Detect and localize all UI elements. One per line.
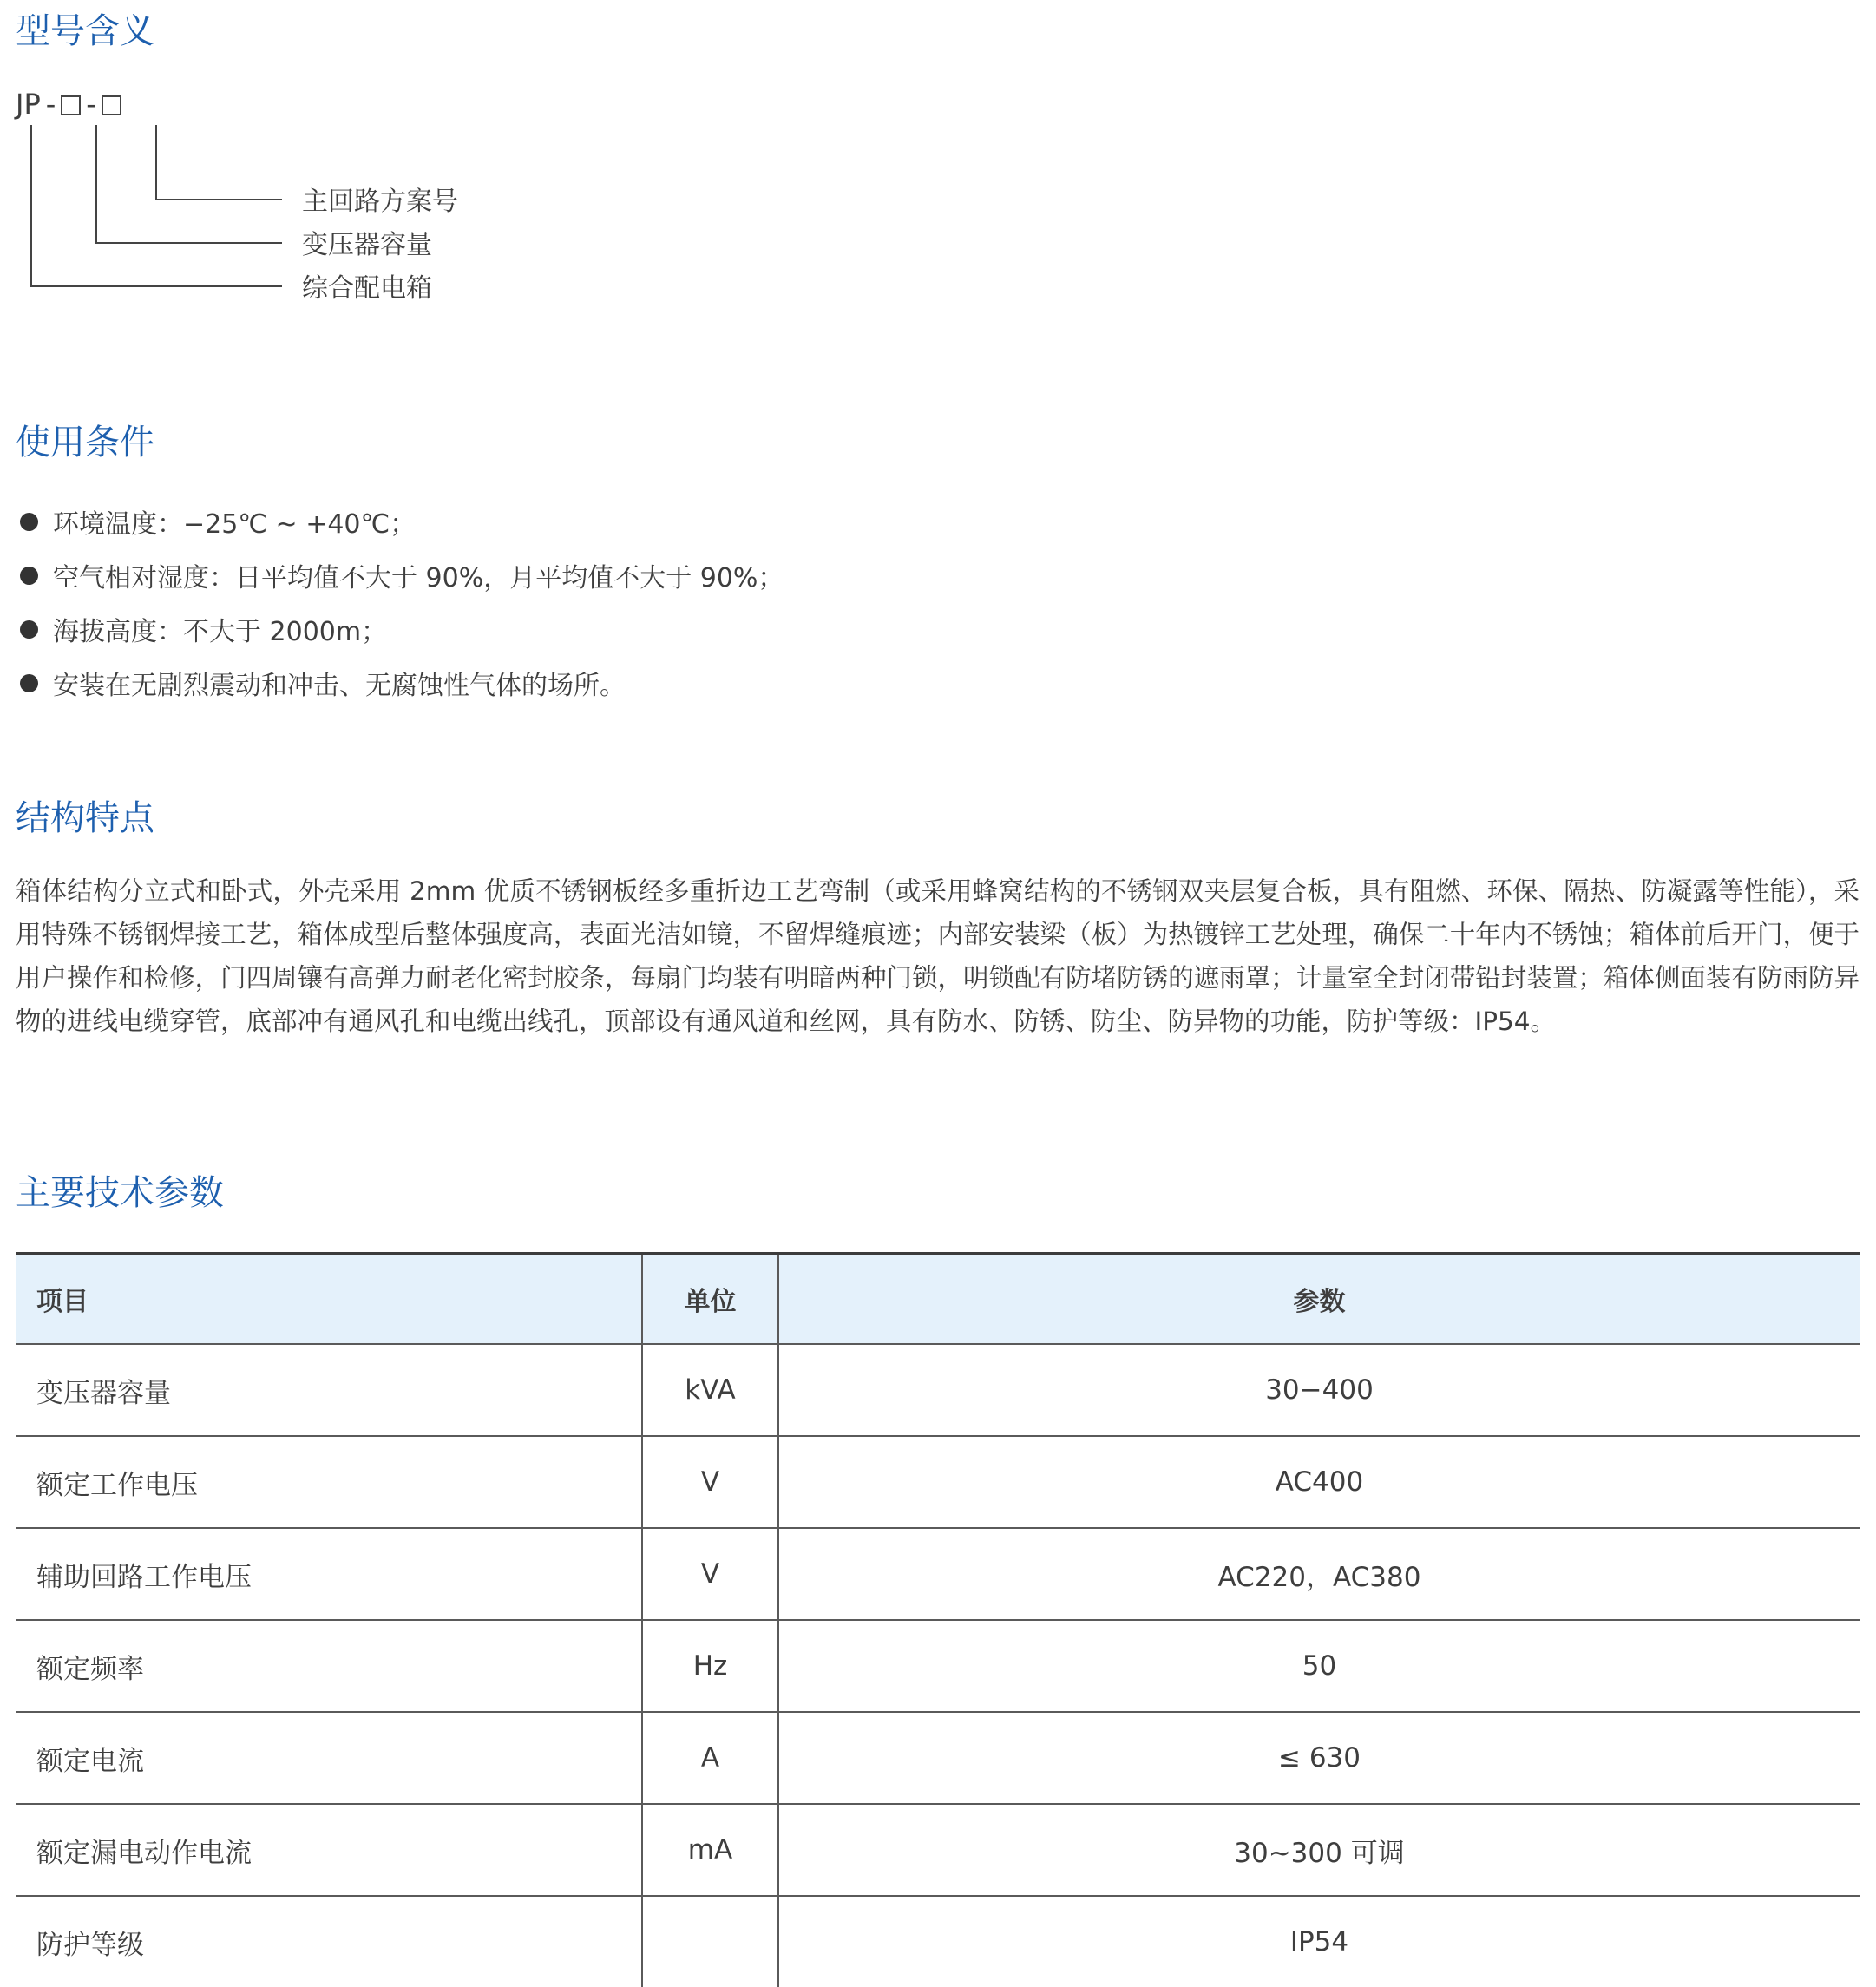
cell-value: AC400 bbox=[1275, 1466, 1364, 1498]
bullet-dot-icon bbox=[20, 513, 38, 531]
conditions-list bbox=[16, 495, 784, 710]
bullet-dot-icon bbox=[20, 620, 38, 639]
cell-item: 额定漏电动作电流 bbox=[16, 1804, 642, 1896]
table-row bbox=[16, 1804, 1860, 1896]
table-header-row bbox=[16, 1254, 1860, 1345]
connector-line-box-1 bbox=[96, 125, 282, 243]
diagram-label-distribution-box: 综合配电箱 bbox=[302, 273, 432, 304]
cell-unit bbox=[642, 1896, 778, 1987]
specs-table bbox=[16, 1252, 1860, 1987]
table-row bbox=[16, 1436, 1860, 1528]
section-title-conditions: 使用条件 bbox=[16, 423, 154, 462]
cell-value: IP54 bbox=[1289, 1926, 1349, 1957]
section-title-model-meaning: 型号含义 bbox=[16, 11, 154, 51]
cell-item: 额定工作电压 bbox=[16, 1436, 642, 1528]
cell-item: 额定电流 bbox=[16, 1712, 642, 1804]
cell-value: AC220，AC380 bbox=[1217, 1561, 1421, 1593]
list-item-text: 安装在无剧烈震动和冲击、无腐蚀性气体的场所。 bbox=[53, 671, 626, 701]
cell-unit: A bbox=[642, 1712, 778, 1804]
bullet-dot-icon bbox=[20, 567, 38, 585]
header-value: 参数 bbox=[1293, 1287, 1346, 1317]
list-item-text: 海拔高度：不大于 2000m； bbox=[53, 617, 388, 647]
cell-value: 30~300 可调 bbox=[1234, 1837, 1405, 1869]
cell-item: 防护等级 bbox=[16, 1896, 642, 1987]
list-item bbox=[16, 602, 784, 656]
header-item: 项目 bbox=[16, 1254, 642, 1345]
cell-item: 额定频率 bbox=[16, 1620, 642, 1712]
model-code-separator: - bbox=[86, 88, 96, 121]
table-row bbox=[16, 1344, 1860, 1436]
diagram-label-main-circuit: 主回路方案号 bbox=[302, 187, 458, 217]
cell-item: 辅助回路工作电压 bbox=[16, 1528, 642, 1620]
cell-item: 变压器容量 bbox=[16, 1344, 642, 1436]
model-code-prefix: JP bbox=[16, 88, 41, 121]
section-title-specs: 主要技术参数 bbox=[16, 1173, 224, 1213]
diagram-label-transformer-capacity: 变压器容量 bbox=[302, 230, 432, 260]
list-item bbox=[16, 656, 784, 710]
cell-value: ≤ 630 bbox=[1278, 1742, 1361, 1774]
table-row bbox=[16, 1896, 1860, 1987]
connector-line-box-2 bbox=[156, 125, 282, 200]
list-item-text: 空气相对湿度：日平均值不大于 90%，月平均值不大于 90%； bbox=[53, 563, 784, 593]
cell-unit: V bbox=[642, 1528, 778, 1620]
model-code-connector-lines bbox=[0, 0, 295, 295]
model-code-separator: - bbox=[45, 88, 56, 121]
cell-unit: Hz bbox=[642, 1620, 778, 1712]
cell-value: 30−400 bbox=[1265, 1374, 1374, 1406]
header-unit: 单位 bbox=[642, 1254, 778, 1345]
table-row bbox=[16, 1620, 1860, 1712]
list-item bbox=[16, 548, 784, 602]
cell-unit: kVA bbox=[642, 1344, 778, 1436]
cell-unit: mA bbox=[642, 1804, 778, 1896]
list-item bbox=[16, 495, 784, 548]
cell-unit: V bbox=[642, 1436, 778, 1528]
bullet-dot-icon bbox=[20, 674, 38, 692]
table-row bbox=[16, 1528, 1860, 1620]
table-row bbox=[16, 1712, 1860, 1804]
features-paragraph: 箱体结构分立式和卧式，外壳采用 2mm 优质不锈钢板经多重折边工艺弯制（或采用蜂窝结构的不锈钢双夹层复合板，具有阻燃、环保、隔热、防凝露等性能），采用特殊不锈钢焊接工艺，箱体成型后整体强度高，表面光洁如镜，不留焊缝痕迹；内部安装梁（板）为热镀锌工艺处理，确保二十年内不锈蚀；箱体前后开门，便于用户操作和检修，门四周镶有高弹力耐老化密封胶条，每扇门均装有明暗两种门锁，明锁配有防堵防锈的遮雨罩；计量室全封闭带铅封装置；箱体侧面装有防雨防异物的进线电缆穿管，底部冲有通风孔和电缆出线孔，顶部设有通风道和丝网，具有防水、防锈、防尘、防异物的功能，防护等级：IP54。 bbox=[16, 876, 1860, 1036]
list-item-text: 环境温度：−25℃ ~ +40℃； bbox=[53, 509, 417, 540]
cell-value: 50 bbox=[1302, 1650, 1337, 1682]
section-title-features: 结构特点 bbox=[16, 798, 154, 838]
